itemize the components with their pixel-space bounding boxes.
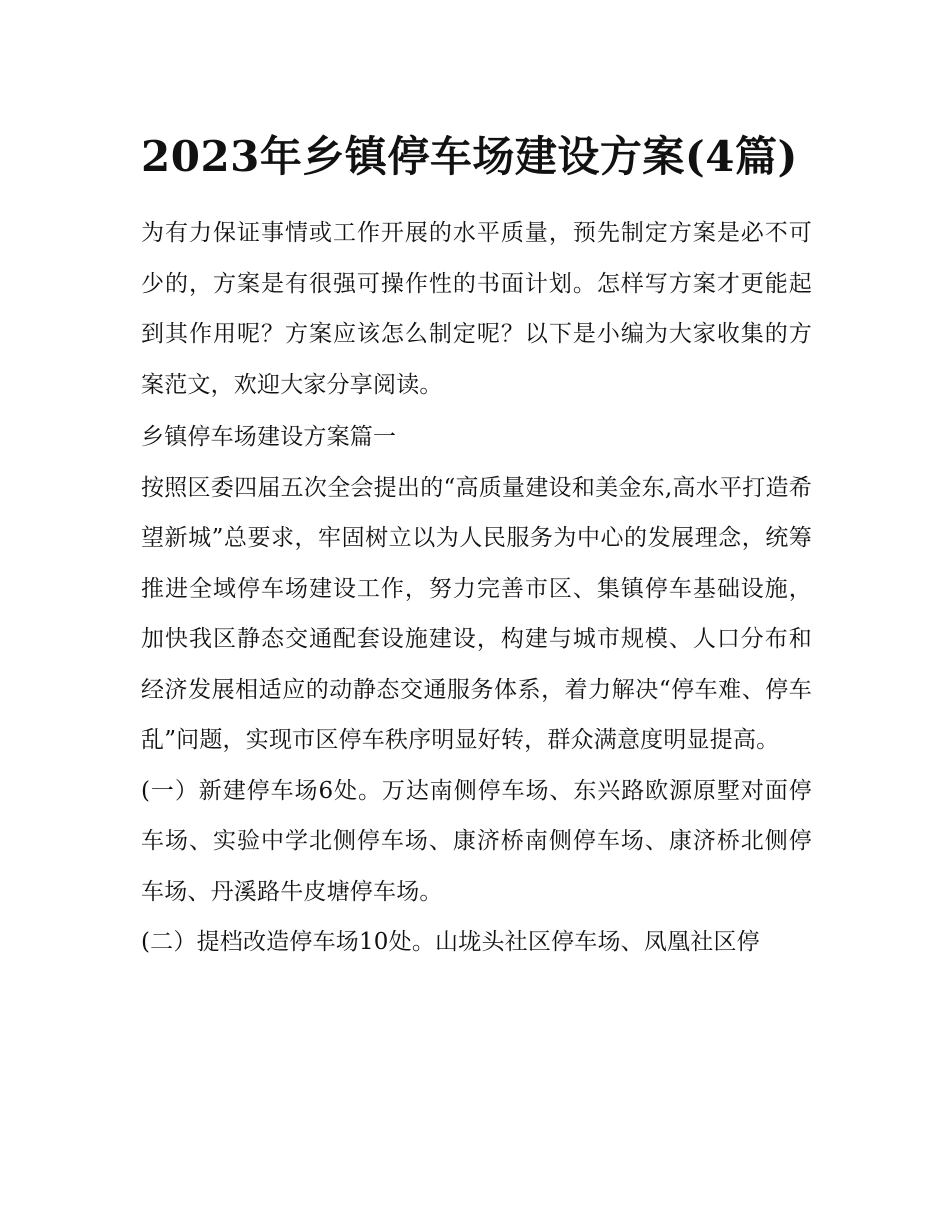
intro-paragraph: 为有力保证事情或工作开展的水平质量，预先制定方案是必不可少的，方案是有很强可操作性的书面计划。怎样写方案才更能起到其作用呢？方案应该怎么制定呢？以下是小编为大家收集的方案范文，欢迎大家分享阅读。 [141,220,812,398]
section-heading: 乡镇停车场建设方案篇一 [141,424,397,450]
document-title: 2023年乡镇停车场建设方案(4篇) [141,132,798,181]
list-item-1: (一）新建停车场6处。万达南侧停车场、东兴路欧源原墅对面停车场、实验中学北侧停车场、康济桥南侧停车场、康济桥北侧停车场、丹溪路牛皮塘停车场。 [141,777,812,905]
list-item-2: (二）提档改造停车场10处。山垅头社区停车场、凤凰社区停 [141,929,760,955]
body-paragraph-1: 按照区委四届五次全会提出的“高质量建设和美金东,高水平打造希望新城”总要求，牢固树立以为人民服务为中心的发展理念，统筹推进全域停车场建设工作，努力完善市区、集镇停车基础设施，加快我区静态交通配套设施建设，构建与城市规模、人口分布和经济发展相适应的动静态交通服务体系，着力解决“停车难、停车乱”问题，实现市区停车秩序明显好转，群众满意度明显提高。 [141,474,812,753]
